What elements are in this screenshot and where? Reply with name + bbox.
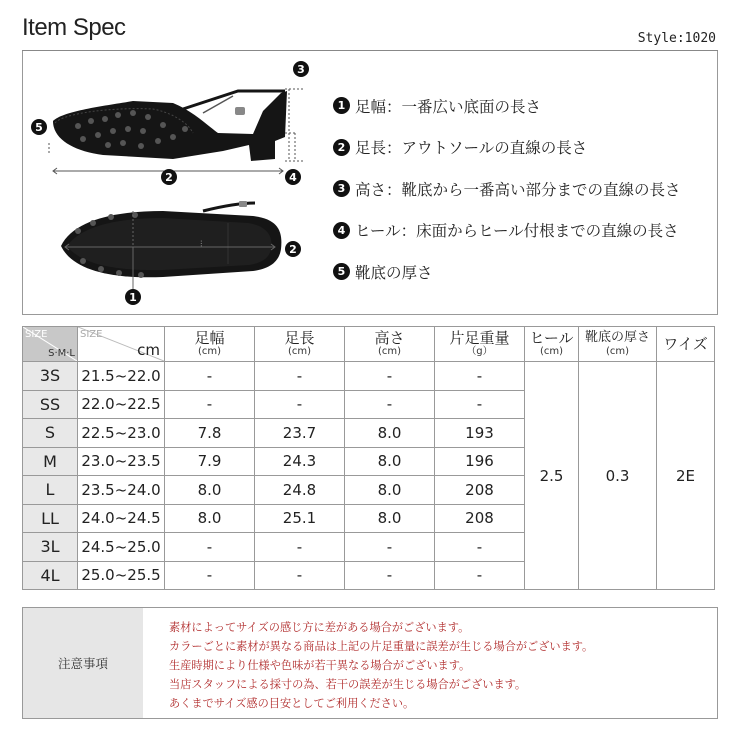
size-cm: 23.0~23.5 [78,447,165,476]
cell-width: - [165,362,255,391]
notes-label: 注意事項 [23,608,143,718]
cell-height: 8.0 [345,419,435,448]
marker-badge: 4 [333,222,350,239]
size-label: S [23,419,78,448]
notes-list [169,618,593,713]
note-line: 素材によってサイズの感じ方に差がある場合がございます。 [169,621,470,634]
legend-item [333,168,681,210]
legend-text: 高さ：靴底から一番高い部分までの直線の長さ [355,180,681,199]
cell-weight: - [435,390,525,419]
svg-text:5: 5 [35,121,43,134]
marker-badge: 2 [333,139,350,156]
note-line: あくまでサイズ感の目安としてご利用ください。 [169,697,415,710]
cell-weight: - [435,533,525,562]
cell-width: - [165,533,255,562]
marker-badge: 5 [333,263,350,280]
table-header-row [23,327,715,362]
cell-length: 25.1 [255,504,345,533]
cell-weight: 196 [435,447,525,476]
cell-length: 24.3 [255,447,345,476]
style-code: Style:1020 [637,31,716,46]
size-label: LL [23,504,78,533]
svg-text:1: 1 [129,291,137,304]
cell-sole: 0.3 [579,362,657,590]
legend-text: 足幅：一番広い底面の長さ [355,97,542,116]
header-weight: 片足重量 （g） [435,327,525,362]
cell-height: 8.0 [345,504,435,533]
notes-panel [22,607,718,719]
shoe-side-view [53,91,287,161]
cell-wise: 2E [657,362,715,590]
note-line: 生産時期により仕様や色味が若干異なる場合がございます。 [169,659,471,672]
cell-heel: 2.5 [525,362,579,590]
cell-length: - [255,533,345,562]
size-label: M [23,447,78,476]
cell-weight: 208 [435,504,525,533]
size-label: L [23,476,78,505]
cell-weight: 193 [435,419,525,448]
cell-length: 23.7 [255,419,345,448]
cell-height: 8.0 [345,476,435,505]
svg-text:•••: ••• [199,239,204,247]
shoe-bottom-view [61,201,281,278]
table-row [23,362,715,391]
marker-badge: 3 [333,180,350,197]
cell-length: - [255,362,345,391]
cell-height: 8.0 [345,447,435,476]
header-height: 高さ (cm) [345,327,435,362]
legend-item [333,127,681,169]
size-label: SS [23,390,78,419]
cell-width: 8.0 [165,504,255,533]
cell-height: - [345,533,435,562]
cell-weight: - [435,362,525,391]
cell-length: - [255,561,345,590]
size-cm: 23.5~24.0 [78,476,165,505]
size-cm: 21.5~22.0 [78,362,165,391]
size-cm: 22.5~23.0 [78,419,165,448]
size-cm: 22.0~22.5 [78,390,165,419]
note-line: カラーごとに素材が異なる商品は上記の片足重量に誤差が生じる場合がございます。 [169,640,594,653]
svg-text:2: 2 [289,243,297,256]
shoe-diagram [23,51,333,313]
header-width: 足幅 (cm) [165,327,255,362]
legend-text: 足長：アウトソールの直線の長さ [355,139,588,158]
svg-text:4: 4 [289,171,297,184]
size-label: 3S [23,362,78,391]
page-title: Item Spec [22,14,126,41]
legend-item [333,85,681,127]
header-sole: 靴底の厚さ (cm) [579,327,657,362]
cell-width: 7.9 [165,447,255,476]
size-cm: 24.0~24.5 [78,504,165,533]
size-label: 3L [23,533,78,562]
header-size-cm: SIZE cm [78,327,165,362]
size-label: 4L [23,561,78,590]
marker-badge: 1 [333,97,350,114]
header-length: 足長 (cm) [255,327,345,362]
cell-height: - [345,390,435,419]
note-line: 当店スタッフによる採寸の為、若干の誤差が生じる場合がございます。 [169,678,527,691]
header-wise: ワイズ [657,327,715,362]
spec-diagram-panel [22,51,718,315]
legend-item [333,210,681,252]
size-spec-table [22,326,715,590]
legend-item [333,251,681,293]
cell-height: - [345,561,435,590]
size-cm: 24.5~25.0 [78,533,165,562]
cell-length: - [255,390,345,419]
size-cm: 25.0~25.5 [78,561,165,590]
header-heel: ヒール (cm) [525,327,579,362]
cell-width: 7.8 [165,419,255,448]
cell-width: - [165,561,255,590]
svg-text:2: 2 [165,171,173,184]
cell-weight: - [435,561,525,590]
svg-text:3: 3 [297,63,305,76]
cell-length: 24.8 [255,476,345,505]
cell-width: - [165,390,255,419]
cell-weight: 208 [435,476,525,505]
legend-text: 靴底の厚さ [355,263,433,282]
cell-height: - [345,362,435,391]
cell-width: 8.0 [165,476,255,505]
header-size-sml: SIZE S·M·L [23,327,78,362]
legend-text: ヒール：床面からヒール付根までの直線の長さ [355,222,679,241]
measurement-legend [333,85,681,293]
